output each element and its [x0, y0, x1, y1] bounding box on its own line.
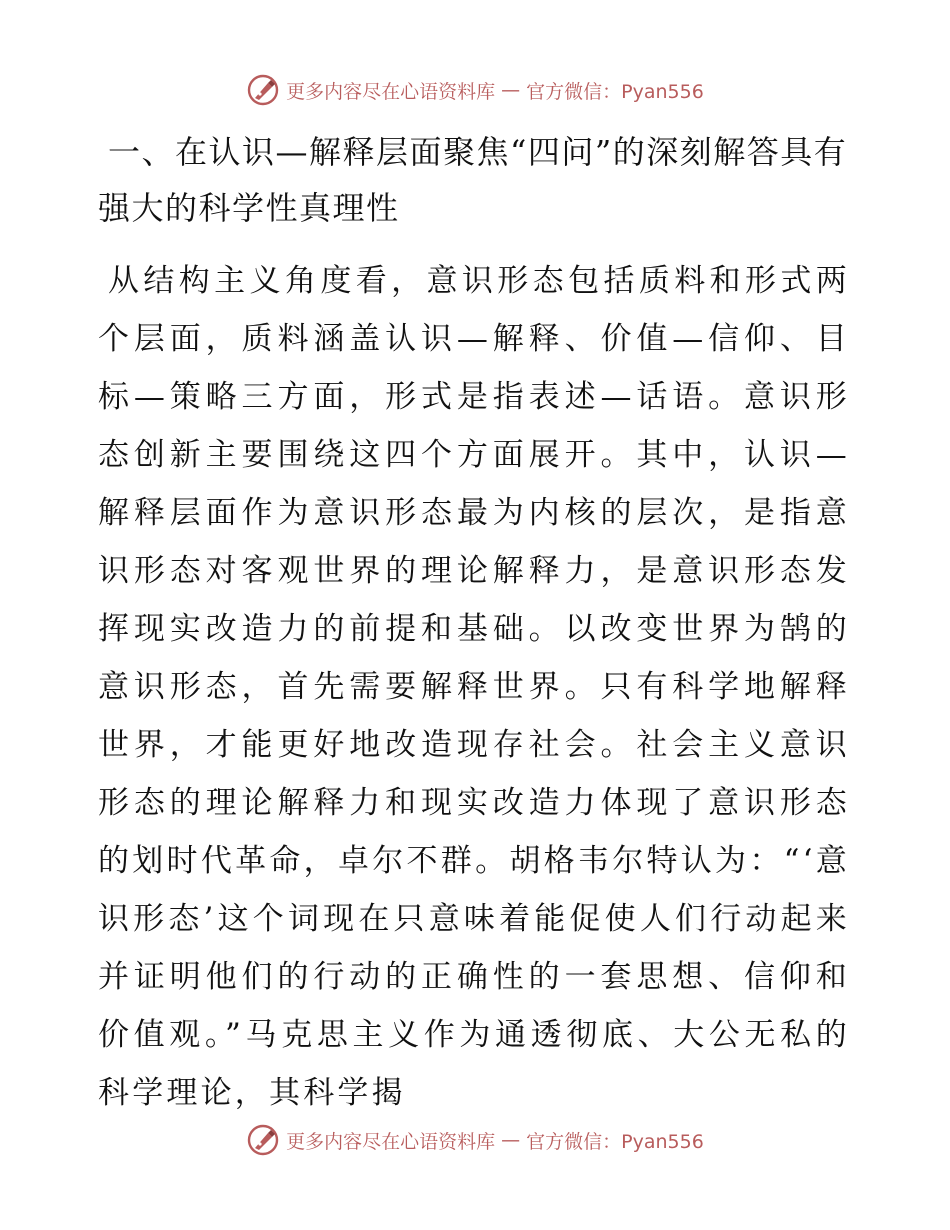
header-watermark: [0, 72, 950, 108]
watermark-brand: 更多内容尽在心语资料库: [286, 80, 496, 103]
fountain-pen-icon: [246, 1123, 280, 1157]
body-paragraph: 从结构主义角度看，意识形态包括质料和形式两个层面，质料涵盖认识—解释、价值—信仰、目标—策略三方面，形式是指表述—话语。意识形态创新主要围绕这四个方面展开。其中，认识—解释层面作为意识形态最为内核的层次，是指意识形态对客观世界的理论解释力，是意识形态发挥现实改造力的前提和基础。以改变世界为鹄的意识形态，首先需要解释世界。只有科学地解释世界，才能更好地改造现存社会。社会主义意识形态的理论解释力和现实改造力体现了意识形态的划时代革命，卓尔不群。胡格韦尔特认为：“‘意识形态’这个词现在只意味着能促使人们行动起来并证明他们的行动的正确性的一套思想、信仰和价值观。”马克思主义作为通透彻底、大公无私的科学理论，其科学揭: [98, 263, 850, 1111]
watermark-contact: 官方微信：Pyan556: [526, 80, 704, 103]
watermark-brand: 更多内容尽在心语资料库: [286, 1130, 496, 1153]
footer-watermark: [0, 1122, 950, 1158]
section-heading: 一、在认识—解释层面聚焦“四问”的深刻解答具有强大的科学性真理性: [98, 133, 848, 227]
watermark-contact: 官方微信：Pyan556: [526, 1130, 704, 1153]
watermark-separator: —: [501, 1129, 521, 1151]
watermark-separator: —: [501, 79, 521, 101]
fountain-pen-icon: [246, 73, 280, 107]
